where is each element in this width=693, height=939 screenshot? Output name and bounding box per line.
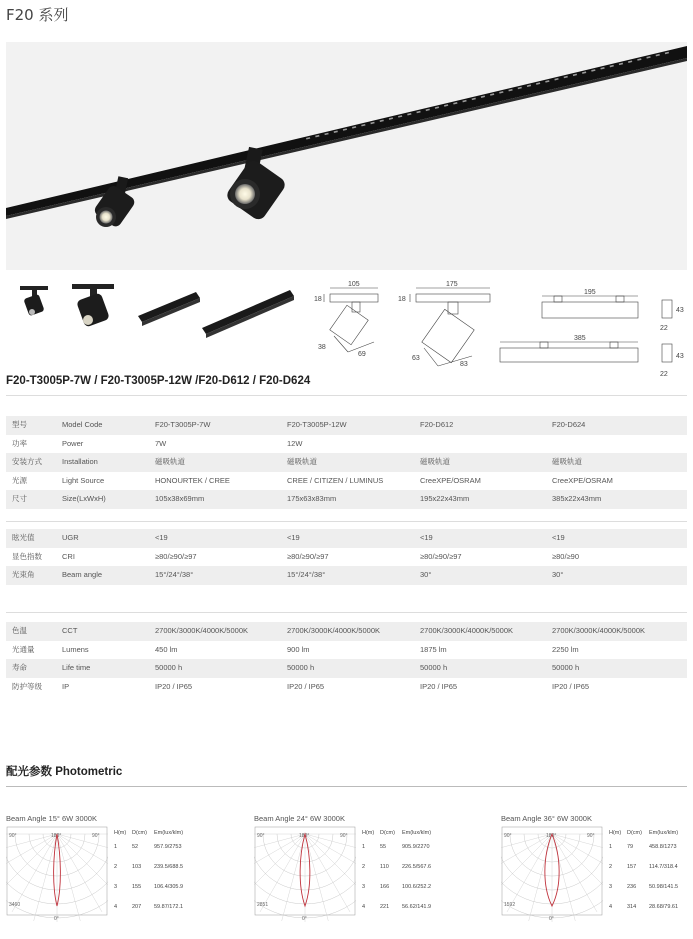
- polar-label-bottom: 0°: [549, 916, 554, 922]
- table-row: 眩光值 UGR <19 <19 <19 <19: [6, 529, 687, 548]
- dimension-drawing-2: [410, 288, 490, 366]
- polar-label-right: 90°: [92, 833, 100, 839]
- divider: [6, 786, 687, 787]
- dim-4-width: 385: [574, 335, 586, 342]
- track-light-illustration: [6, 42, 687, 270]
- beam-angle-title: Beam Angle 24° 6W 3000K: [254, 814, 345, 823]
- polar-label-right: 90°: [340, 833, 348, 839]
- polar-label-top: 180°: [546, 833, 557, 839]
- dim-1-b: 69: [358, 351, 366, 358]
- hero-product-image: [6, 42, 687, 270]
- polar-label-left: 90°: [9, 833, 17, 839]
- table-row: 光束角 Beam angle 15°/24°/38° 15°/24°/38° 30° 30°: [6, 566, 687, 585]
- table-row: 光源 Light Source HONOURTEK / CREE CREE / CITIZEN / LUMINUS CreeXPE/OSRAM CreeXPE/OSRAM: [12, 475, 613, 485]
- divider: [6, 521, 687, 522]
- thumb-linear-short: [138, 292, 200, 326]
- photometric-block-15: Beam Angle 15° 6W 3000K 90° 180° 90° 0° 3460 H(m) D(cm) Em(lux/klm) 1 52 957.9/2753 2 103 239.5/688.5 3 155 106.4/305.9 4 207 59.87/172.1: [6, 814, 206, 934]
- dim-3-height: 43: [676, 307, 684, 314]
- polar-peak-value: 3460: [9, 902, 21, 908]
- divider: [6, 612, 687, 613]
- table-row: 色温 CCT 2700K/3000K/4000K/5000K 2700K/3000K/4000K/5000K 2700K/3000K/4000K/5000K 2700K/3000K/4000K/5000K: [6, 622, 687, 641]
- table-row: 型号 Model Code F20-T3005P-7W F20-T3005P-12W F20-D612 F20-D624: [6, 416, 687, 435]
- dim-1-width: 105: [348, 281, 360, 288]
- dim-2-width: 175: [446, 281, 458, 288]
- dim-1-a: 38: [318, 344, 326, 351]
- models-heading: F20-T3005P-7W / F20-T3005P-12W /F20-D612 / F20-D624: [6, 375, 311, 387]
- divider: [6, 395, 687, 396]
- spec-group-1: [6, 416, 687, 509]
- dim-2-a: 63: [412, 355, 420, 362]
- photometric-heading: 配光参数 Photometric: [6, 766, 123, 778]
- polar-diagram: [6, 826, 108, 922]
- table-row: 防护等级 IP IP20 / IP65 IP20 / IP65 IP20 / IP65 IP20 / IP65: [12, 681, 590, 691]
- spec-group-3: [6, 622, 687, 696]
- thumb-large-spotlight: [72, 284, 114, 328]
- product-thumbnails-and-dimensions: [6, 276, 687, 380]
- table-row: 光通量 Lumens 450 lm 900 lm 1875 lm 2250 lm: [12, 644, 579, 654]
- polar-label-left: 90°: [504, 833, 512, 839]
- polar-label-bottom: 0°: [54, 916, 59, 922]
- beam-angle-title: Beam Angle 15° 6W 3000K: [6, 814, 97, 823]
- table-row: 显色指数 CRI ≥80/≥90/≥97 ≥80/≥90/≥97 ≥80/≥90/≥97 ≥80/≥90: [12, 551, 580, 561]
- dim-1-height: 18: [314, 296, 322, 303]
- polar-label-right: 90°: [587, 833, 595, 839]
- table-row: 功率 Power 7W 12W: [12, 438, 303, 448]
- polar-diagram: [501, 826, 603, 922]
- dimension-drawing-4: [500, 342, 672, 362]
- dim-4-height: 43: [676, 353, 684, 360]
- thumb-small-spotlight: [20, 286, 48, 316]
- polar-label-left: 90°: [257, 833, 265, 839]
- polar-peak-value: 2851: [257, 902, 269, 908]
- dim-2-height: 18: [398, 296, 406, 303]
- dimension-drawing-3: [542, 296, 672, 318]
- photometric-block-36: Beam Angle 36° 6W 3000K 90° 180° 90° 0° 1592 H(m) D(cm) Em(lux/klm) 1 79 458.8/1273 2 157 114.7/318.4 3 236 50.98/141.5 4 314 28.68/79.61: [501, 814, 693, 934]
- dim-2-b: 83: [460, 361, 468, 368]
- dim-4-thickness: 22: [660, 371, 668, 378]
- table-row: 尺寸 Size(LxWxH) 105x38x69mm 175x63x83mm 195x22x43mm 385x22x43mm: [6, 490, 687, 509]
- dimension-drawing-1: [324, 288, 378, 352]
- thumb-linear-long: [202, 290, 294, 338]
- photometric-block-24: Beam Angle 24° 6W 3000K 90° 180° 90° 0° 2851 H(m) D(cm) Em(lux/klm) 1 55 905.9/2270 2 110 226.5/567.6 3 166 100.6/252.2 4 221 56.62/141.9: [254, 814, 454, 934]
- page-title: F20 系列: [6, 6, 69, 24]
- polar-diagram: [254, 826, 356, 922]
- polar-label-top: 180°: [51, 833, 62, 839]
- polar-peak-value: 1592: [504, 902, 516, 908]
- dim-3-thickness: 22: [660, 325, 668, 332]
- spec-group-2: [6, 529, 687, 585]
- dim-3-width: 195: [584, 289, 596, 296]
- table-row: 寿命 Life time 50000 h 50000 h 50000 h 50000 h: [6, 659, 687, 678]
- beam-angle-title: Beam Angle 36° 6W 3000K: [501, 814, 592, 823]
- polar-label-top: 180°: [299, 833, 310, 839]
- table-row: 安装方式 Installation 磁吸轨道 磁吸轨道 磁吸轨道 磁吸轨道: [6, 453, 687, 472]
- polar-label-bottom: 0°: [302, 916, 307, 922]
